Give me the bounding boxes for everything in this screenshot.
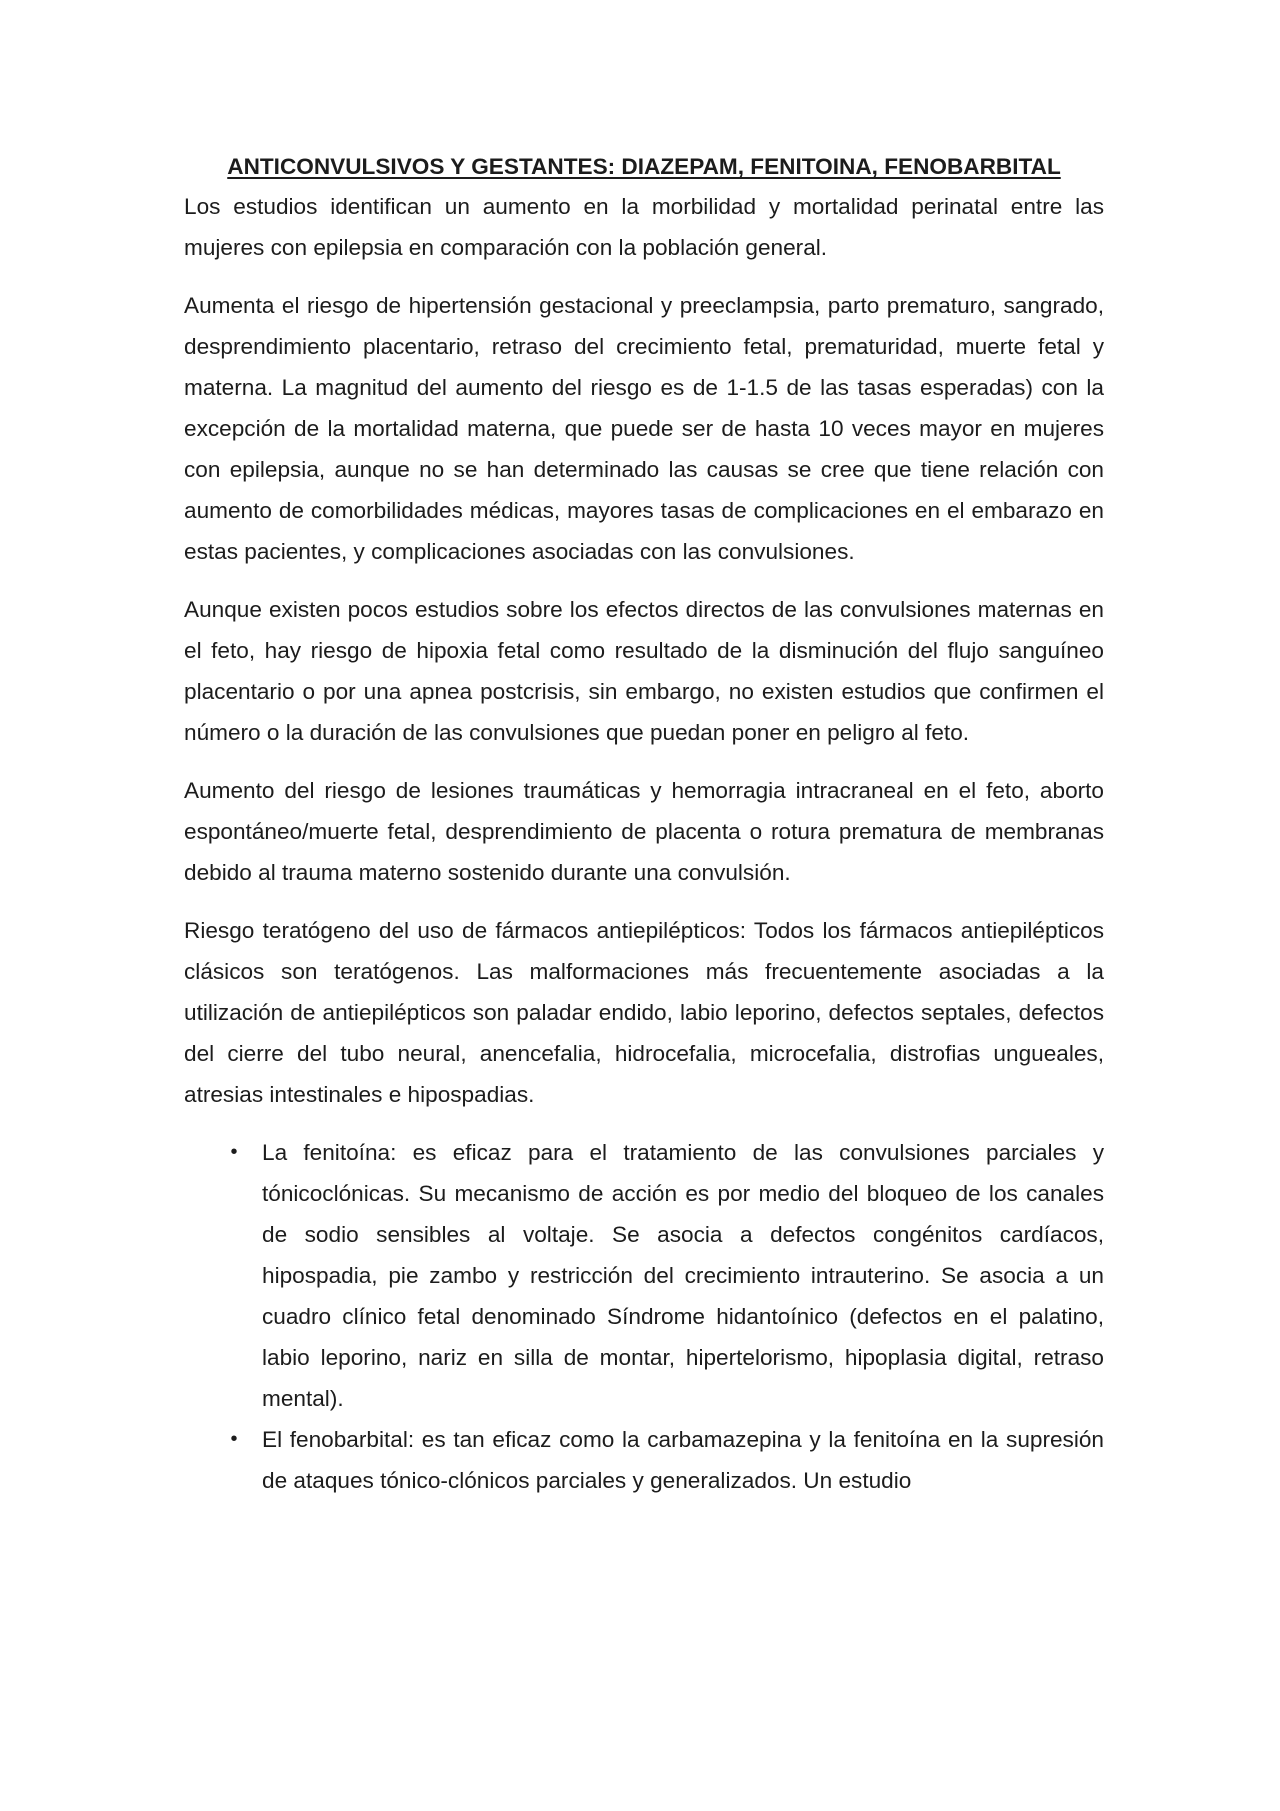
paragraph-trauma-risk: Aumento del riesgo de lesiones traumáticas y hemorragia intracraneal en el feto, aborto espontáneo/muerte fetal, desprendimiento de placenta o rotura prematura de membranas debido al trauma materno sostenido durante una convulsión. bbox=[184, 778, 1104, 885]
list-item-fenitoina bbox=[184, 1132, 1104, 1419]
document-body bbox=[184, 150, 1104, 1501]
list-item-fenobarbital bbox=[184, 1419, 1104, 1501]
paragraph-fetal-effects: Aunque existen pocos estudios sobre los efectos directos de las convulsiones maternas en el feto, hay riesgo de hipoxia fetal como resultado de la disminución del flujo sanguíneo placentario o por una apnea postcrisis, sin embargo, no existen estudios que confirmen el número o la duración de las convulsiones que puedan poner en peligro al feto. bbox=[184, 597, 1104, 745]
bullet-icon: • bbox=[230, 1141, 238, 1163]
document-title: ANTICONVULSIVOS Y GESTANTES: DIAZEPAM, FENITOINA, FENOBARBITAL bbox=[227, 154, 1061, 179]
list-item-text: El fenobarbital: es tan eficaz como la carbamazepina y la fenitoína en la supresión de ataques tónico-clónicos parciales y generalizados. Un estudio bbox=[262, 1427, 1104, 1493]
list-item-text: La fenitoína: es eficaz para el tratamiento de las convulsiones parciales y tónicoclónicas. Su mecanismo de acción es por medio del bloqueo de los canales de sodio sensibles al voltaje. Se asocia a defectos congénitos cardíacos, hipospadia, pie zambo y restricción del crecimiento intrauterino. Se asocia a un cuadro clínico fetal denominado Síndrome hidantoínico (defectos en el palatino, labio leporino, nariz en silla de montar, hipertelorismo, hipoplasia digital, retraso mental). bbox=[262, 1140, 1104, 1411]
paragraph-risks: Aumenta el riesgo de hipertensión gestacional y preeclampsia, parto prematuro, sangrado, desprendimiento placentario, retraso del crecimiento fetal, prematuridad, muerte fetal y materna. La magnitud del aumento del riesgo es de 1-1.5 de las tasas esperadas) con la excepción de la mortalidad materna, que puede ser de hasta 10 veces mayor en mujeres con epilepsia, aunque no se han determinado las causas se cree que tiene relación con aumento de comorbilidades médicas, mayores tasas de complicaciones en el embarazo en estas pacientes, y complicaciones asociadas con las convulsiones. bbox=[184, 293, 1104, 564]
paragraph-morbidity: Los estudios identifican un aumento en la morbilidad y mortalidad perinatal entre las mujeres con epilepsia en comparación con la población general. bbox=[184, 194, 1104, 260]
paragraph-teratogenic-risk: Riesgo teratógeno del uso de fármacos antiepilépticos: Todos los fármacos antiepilépticos clásicos son teratógenos. Las malformaciones más frecuentemente asociadas a la utilización de antiepilépticos son paladar endido, labio leporino, defectos septales, defectos del cierre del tubo neural, anencefalia, hidrocefalia, microcefalia, distrofias ungueales, atresias intestinales e hipospadias. bbox=[184, 918, 1104, 1107]
drug-list bbox=[184, 1132, 1104, 1501]
bullet-icon: • bbox=[230, 1428, 238, 1450]
